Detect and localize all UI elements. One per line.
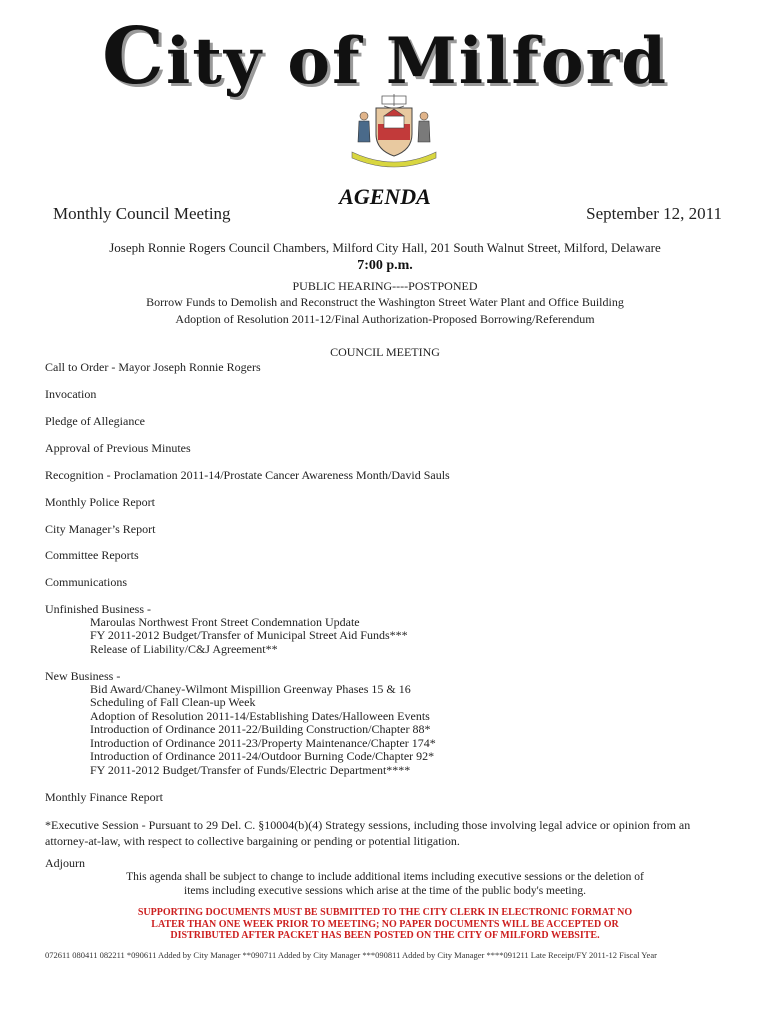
agenda-item-communications: Communications	[45, 575, 127, 589]
masthead-logo	[0, 11, 770, 102]
agenda-item-adjourn: Adjourn	[45, 856, 85, 870]
agenda-item-pledge: Pledge of Allegiance	[45, 414, 145, 428]
public-hearing-title: PUBLIC HEARING----POSTPONED	[292, 279, 478, 293]
agenda-item-invocation: Invocation	[45, 387, 97, 401]
masthead-text: ity of Milford	[166, 24, 669, 99]
agenda-item-police-report: Monthly Police Report	[45, 495, 155, 509]
new-business-item: Adoption of Resolution 2011-14/Establishing Dates/Halloween Events	[90, 709, 430, 723]
submission-notice	[0, 907, 770, 942]
unfinished-business-item: Maroulas Northwest Front Street Condemnation Update	[90, 615, 360, 629]
masthead-initial: C	[101, 11, 167, 102]
new-business-item: Bid Award/Chaney-Wilmont Mispillion Greenway Phases 15 & 16	[90, 682, 411, 696]
new-business-item: Introduction of Ordinance 2011-22/Building Construction/Chapter 88*	[90, 722, 431, 736]
new-business-label: New Business -	[45, 669, 121, 683]
executive-session-note: *Executive Session - Pursuant to 29 Del. C. §10004(b)(4) Strategy sessions, including those involving legal advice or opinion from an attorney-at-law, with respect to collective bargaining or pending or potential litigation.	[45, 818, 691, 848]
agenda-item-recognition: Recognition - Proclamation 2011-14/Prostate Cancer Awareness Month/David Sauls	[45, 468, 450, 482]
agenda-item-city-manager-report: City Manager’s Report	[45, 522, 156, 536]
new-business-item: FY 2011-2012 Budget/Transfer of Funds/Electric Department****	[90, 763, 411, 777]
city-seal-icon	[348, 94, 440, 168]
agenda-item-committee-reports: Committee Reports	[45, 548, 139, 562]
meeting-location: Joseph Ronnie Rogers Council Chambers, Milford City Hall, 201 South Walnut Street, Milford, Delaware	[109, 240, 661, 255]
unfinished-business-item: FY 2011-2012 Budget/Transfer of Municipal Street Aid Funds***	[90, 628, 408, 642]
submission-notice-text: SUPPORTING DOCUMENTS MUST BE SUBMITTED TO THE CITY CLERK IN ELECTRONIC FORMAT NO LATER THAN ONE WEEK PRIOR TO MEETING; NO PAPER DOCUMENTS WILL BE ACCEPTED OR DISTRIBUTED AFTER PACKET HAS BEEN POSTED ON THE CITY OF MILFORD WEBSITE.	[137, 907, 633, 941]
meeting-date: September 12, 2011	[586, 204, 722, 223]
meeting-time: 7:00 p.m.	[357, 258, 413, 273]
agenda-disclaimer-text: This agenda shall be subject to change to include additional items including executive sessions or the deletion of items including executive sessions which arise at the time of the public body's meeting.	[126, 871, 644, 897]
revision-footer: 072611 080411 082211 *090611 Added by City Manager **090711 Added by City Manager ***090811 Added by City Manager ****091211 Late Receipt/FY 2011-12 Fiscal Year	[45, 950, 657, 960]
meeting-type: Monthly Council Meeting	[53, 204, 231, 223]
public-hearing-item: Borrow Funds to Demolish and Reconstruct the Washington Street Water Plant and Office Building	[146, 295, 624, 309]
agenda-title: AGENDA	[339, 184, 431, 209]
agenda-item-finance-report: Monthly Finance Report	[45, 790, 163, 804]
new-business-item: Introduction of Ordinance 2011-24/Outdoor Burning Code/Chapter 92*	[90, 749, 435, 763]
agenda-item-minutes: Approval of Previous Minutes	[45, 441, 191, 455]
council-meeting-title: COUNCIL MEETING	[330, 345, 440, 359]
unfinished-business-item: Release of Liability/C&J Agreement**	[90, 642, 278, 656]
unfinished-business-label: Unfinished Business -	[45, 602, 151, 616]
public-hearing-item: Adoption of Resolution 2011-12/Final Authorization-Proposed Borrowing/Referendum	[175, 312, 595, 326]
agenda-disclaimer	[0, 870, 770, 898]
new-business-item: Introduction of Ordinance 2011-23/Property Maintenance/Chapter 174*	[90, 736, 436, 750]
new-business-item: Scheduling of Fall Clean-up Week	[90, 695, 256, 709]
agenda-item-call-to-order: Call to Order - Mayor Joseph Ronnie Rogers	[45, 360, 261, 374]
